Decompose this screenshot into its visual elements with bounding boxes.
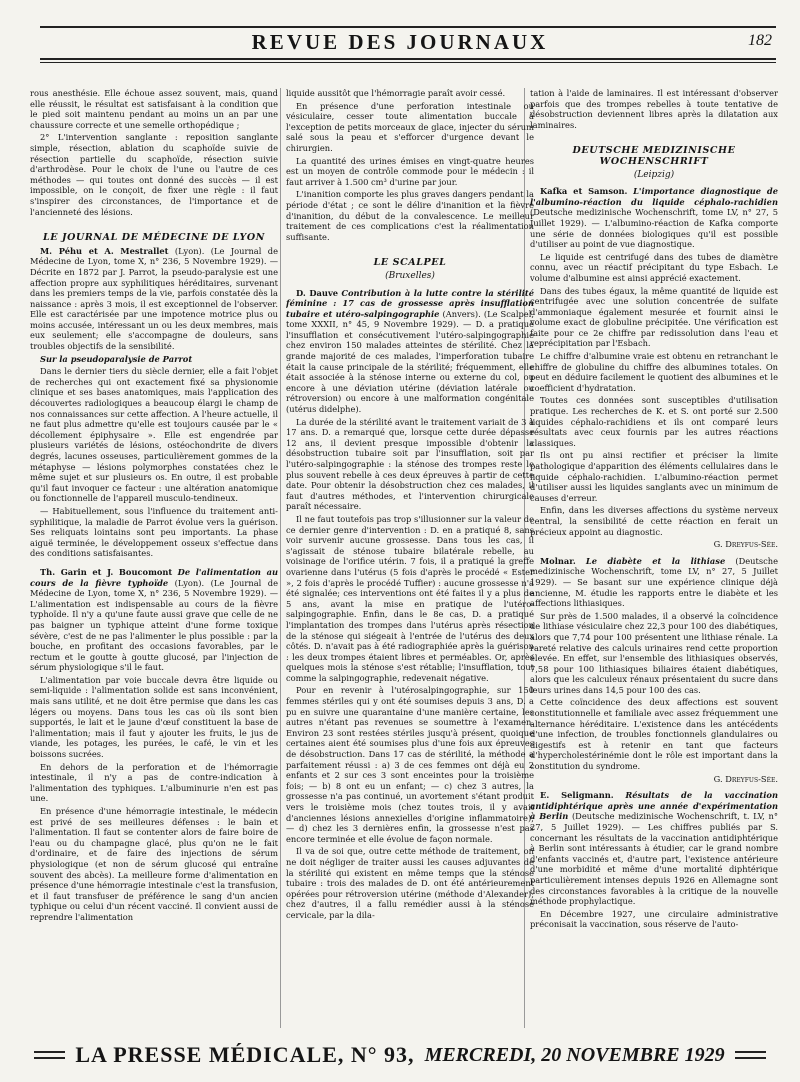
section-subheading: (Leipzig)	[633, 169, 675, 180]
paragraph: La quantité des urines émises en vingt-quatre heures est un moyen de contrôle commode pour le médecin : il faut arriver à 1.500 cm³ d'urine par jour.	[286, 155, 534, 187]
article-ref: (Deutsche medizinische Wochenschrift, t. LV, n° 27, 5 Juillet 1929). — Les chiffres publiés par S. concernant les résultats de la vaccination antidiphtérique à Berlin sont intéressants à étudier, car le grand nombre d'enfants vaccinés et, d'autre part, l'existence antérieure d'une morbidité et même d'une mortalité diphtérique particulièrement intenses depuis 1926 en Allemagne sont des circonstances favorables à la critique de la nouvelle méthode prophylactique.	[530, 811, 778, 907]
article-author: Molnar.	[540, 555, 576, 566]
article	[530, 556, 778, 609]
article-author: D. Dauve	[296, 287, 339, 298]
article	[530, 186, 778, 250]
section-subheading: (Bruxelles)	[385, 270, 435, 281]
header-bottom-rule	[40, 58, 776, 60]
article-title: Contribution à la lutte contre la stérilité féminine : 17 cas de grossesse après insufflation tubaire et utéro-salpingographie	[286, 287, 534, 319]
footer-date: MERCREDI, 20 NOVEMBRE 1929	[424, 1043, 725, 1066]
paragraph: rous anesthésie. Elle échoue assez souvent, mais, quand elle réussit, le résultat est satisfaisant à la condition que le pied soit maintenu pendant au moins un an par une chaussure correcte et une semelle orthopédique ;	[30, 88, 278, 130]
paragraph: Le chiffre d'albumine vraie est obtenu en retranchant le chiffre de globuline du chiffre des albumines totales. On peut en déduire facilement le quotient des albumines et le coefficient d'hydratation.	[530, 351, 778, 393]
article-ref: (Deutsche medizinische Wochenschrift, tome LV, n° 27, 5 Juillet 1929). — Se basant sur une expérience clinique déjà ancienne, M. étudie les rapports entre le diabète et les affections lithiasiques.	[530, 555, 778, 609]
paragraph: Enfin, dans les diverses affections du système nerveux central, la sensibilité de cette réaction en ferait un précieux appoint au diagnostic.	[530, 505, 778, 537]
article-ref: (Deutsche medizinische Wochenschrift, tome LV, n° 27, 5 Juillet 1929). — L'albumino-réaction de Kafka comporte une série de données biologiques qu'il est possible d'utiliser au point de vue diagnostique.	[530, 207, 778, 250]
paragraph: En présence d'une hémorragie intestinale, le médecin est privé de ses meilleures défenses : le bain et l'alimentation. Il faut se contenter alors de faire boire de l'eau ou du champagne glacé, plus qu'on ne le fait d'ordinaire, et de faire des injections de sérum physiologique (et non de sérum glucosé qui entraîne souvent des abcès). La meilleure forme d'alimentation en présence d'une hémorragie intestinale c'est la transfusion, et il faut transfuser de préférence le sang d'un ancien typhique ou celui d'un récent vacciné. Il convient aussi de reprendre l'alimentation	[30, 806, 278, 922]
paragraph: Cette coïncidence des deux affections est souvent constitutionnelle et familiale avec assez fréquemment une alternance héréditaire. L'existence dans les antécédents d'une infection, de troubles fonctionnels glandulaires ou digestifs est à retenir en tant que facteurs d'hypercholestérinémie dont le rôle est important dans la constitution du syndrome.	[530, 697, 778, 772]
article-ref: (Lyon). (Le Journal de Médecine de Lyon, tome X, n° 236, 5 Novembre 1929). — L'alimentation est indispensable au cours de la fièvre typhoïde. Il n'y a qu'une faute aussi grave que celle de ne pas baigner un typhique atteint d'une forme toxique sévère, c'est de ne pas l'alimenter le plus possible : par la bouche, en profitant des occasions favorables, par le rectum et le goutte à goutte glucosé, par l'injection de sérum physiologique s'il le faut.	[30, 577, 278, 673]
article-title: Résultats de la vaccination antidiphtérique après une année d'expérimentation à Berlin	[530, 790, 778, 822]
header-top-rule	[40, 26, 776, 28]
column-1	[30, 88, 278, 1028]
section-heading: LE SCALPEL	[373, 257, 447, 269]
article-title: Le diabète et la lithiase	[585, 555, 726, 566]
paragraph: liquide aussitôt que l'hémorragie paraît avoir cessé.	[286, 88, 506, 98]
paragraph: — Habituellement, sous l'influence du traitement anti-syphilitique, la maladie de Parrot évolue vers la guérison. Ses reliquats lointains sont peu importants. La phase aiguë terminée, le développement osseux s'effectue dans des conditions satisfaisantes.	[30, 505, 278, 559]
paragraph: Toutes ces données sont susceptibles d'utilisation pratique. Les recherches de K. et S. ont porté sur 2.500 liquides céphalo-rachidiens et ils ont comparé leurs résultats avec ceux fournis par les autres réactions classiques.	[530, 395, 778, 448]
paragraph: En Décembre 1927, une circulaire administrative préconisait la vaccination, sous réserve de l'auto-	[530, 908, 778, 930]
paragraph: Il va de soi que, outre cette méthode de traitement, on ne doit négliger de traiter aussi les causes adjuvantes de la stérilité qui existent en même temps que la sténose tubaire : trois des malades de D. ont été antérieurement opérées pour rétroversion utérine (méthode d'Alexander); chez d'autres, il a fallu remédier aussi à la sténose cervicale, par la dila-	[286, 846, 534, 920]
signature: G. Dreyfus-Sée.	[713, 773, 778, 784]
article-title: L'importance diagnostique de l'albumino-réaction du liquide céphalo-rachidien	[530, 186, 778, 207]
paragraph: Dans des tubes égaux, la même quantité de liquide est centrifugée avec une solution concentrée de sulfate d'ammoniaque également mesurée et fournit ainsi le volume exact de globuline précipitée. Une vérification est faite pour ce 2e chiffre par redissolution dans l'eau et reprécipitation par l'Esbach.	[530, 285, 778, 349]
paragraph: Ils ont pu ainsi rectifier et préciser la limite pathologique d'apparition des éléments cellulaires dans le liquide céphalo-rachidien. L'albumino-réaction permet d'utiliser aussi les liquides sanglants avec un minimum de causes d'erreur.	[530, 450, 778, 503]
footer-rule-right	[735, 1051, 766, 1059]
article-author: E. Seligmann.	[540, 790, 614, 801]
footer	[24, 1040, 776, 1070]
article	[30, 246, 278, 352]
header-bottom-rule-2	[40, 62, 776, 63]
article	[286, 288, 534, 415]
page-number: 182	[748, 32, 772, 49]
paragraph: Pour en revenir à l'utérosalpingographie, sur 150 femmes stériles qui y ont été soumises depuis 3 ans, D. a pu en suivre une quarantaine d'une manière certaine, les autres n'étant pas revenues se soumettre à l'examen. Environ 23 sont restées stériles jusqu'à présent, quoique certaines aient été soumises plus d'une fois aux épreuves de désobstruction. Dans 17 cas de stérilité, la méthode a parfaitement réussi : a) 3 de ces femmes ont déjà eu 2 enfants et 2 sur ces 3 sont enceintes pour la troisième fois; — b) 8 ont eu un enfant; — c) chez 3 autres, la grossesse n'a pas continué, un avortement s'étant produit vers le troisième mois (chez toutes trois, il y avait d'anciennes lésions annexielles d'origine inflammatoire); — d) chez les 3 dernières enfin, la grossesse n'est pas encore terminée et elle évolue de façon normale.	[286, 685, 534, 844]
spacer	[286, 244, 534, 250]
paragraph: tation à l'aide de laminaires. Il est intéressant d'observer parfois que des trompes rebelles à toute tentative de désobstruction deviennent libres après la dilatation aux laminaires.	[530, 88, 778, 130]
spacer	[530, 132, 778, 138]
signature: G. Dreyfus-Sée.	[713, 539, 778, 550]
paragraph: Le liquide est centrifugé dans des tubes de diamètre connu, avec un réactif précipitant du type Esbach. Le volume d'albumine est ainsi apprécié exactement.	[530, 251, 778, 283]
article-title: De l'alimentation au cours de la fièvre typhoïde	[30, 566, 278, 588]
paragraph: Il ne faut toutefois pas trop s'illusionner sur la valeur de ce dernier genre d'intervention : D. en a pratiqué 8, sans voir survenir aucune grossesse. Dans tous les cas, il s'agissait de sténose tubaire bilatérale rebelle, au voisinage de l'orifice utérin. 7 fois, il a pratiqué la greffe ovarienne dans l'utérus (5 fois d'après le procédé « Ester », 2 fois d'après le procédé Tuffier) : aucune grossesse n'a été signalée; ces interventions ont été faites il y a plus de 5 ans, avant la mise en pratique de l'utéro-salpingographie. Enfin, dans le 8e cas, D. a pratiqué l'implantation des trompes dans l'utérus après résection de la sténose qui siégeait à l'entrée de l'utérus des deux côtés. D. n'avait pas à été radiographiée après la guérison : les deux trompes étaient libres et perméables. Or, après quelques mois la sténose s'est rétablie; l'insufflation, tout comme la salpingographie, redevenait négative.	[286, 513, 534, 683]
paragraph: L'alimentation par voie buccale devra être liquide ou semi-liquide : l'alimentation solide est sans inconvénient, mais sans utilité, et ne doit être permise que dans les cas légers ou moyens. Dans tous les cas où ils sont bien supportés, le lait et le jaune d'œuf constituent la base de l'alimentation; mais il faut y ajouter les fruits, le jus de viande, les potages, les purées, le café, le vin et les boissons sucrées.	[30, 674, 278, 760]
spacer	[30, 219, 278, 225]
column-3	[530, 88, 778, 1028]
article	[30, 567, 278, 673]
footer-rule-left	[34, 1051, 65, 1059]
paragraph: La durée de la stérilité avant le traitement variait de 3 à 17 ans. D. a remarqué que, lorsque cette durée dépasse 12 ans, il devient presque impossible d'obtenir la désobstruction tubaire soit par l'insufflation, soit par l'utéro-salpingographie : la sténose des trompes reste le plus souvent rebelle à ces deux épreuves à partir de cette date. Pour obtenir la désobstruction chez ces malades, il faut d'autres méthodes, et l'intervention chirurgicale paraît nécessaire.	[286, 416, 534, 512]
paragraph	[30, 354, 278, 365]
article-author: Kafka et Samson.	[540, 186, 628, 197]
column-divider	[280, 88, 281, 1028]
paragraph: Dans le dernier tiers du siècle dernier, elle a fait l'objet de recherches qui ont exactement fixé sa physionomie clinique et ses bases anatomiques, mais l'application des découvertes radiologiques a beaucoup élargi le champ de nos connaissances sur cette affection. A l'heure actuelle, il ne faut plus admettre qu'elle est toujours causée par le « décollement épiphysaire ». Elle est engendrée par plusieurs variétés de lésions, ostéochondrite de divers degrés, lacunes osseuses, particulièrement gommes de la métaphyse — lésions polymorphes constatées chez le même sujet et sur plusieurs os. En outre, il est probable qu'il faut invoquer ce facteur : une altération anatomique ou fonctionnelle de l'appareil musculo-tendineux.	[30, 366, 278, 504]
paragraph: En présence d'une perforation intestinale ou vésiculaire, cesser toute alimentation buccale à l'exception de petits morceaux de glace, injecter du sérum salé sous la peau et s'efforcer d'urgence devant le chirurgien.	[286, 100, 534, 153]
footer-publication: LA PRESSE MÉDICALE, N° 93,	[75, 1042, 415, 1067]
article-author: Th. Garin et J. Boucomont	[40, 566, 173, 577]
article	[530, 790, 778, 907]
journal-title: REVUE DES JOURNAUX	[251, 30, 549, 54]
column-2	[286, 88, 534, 1028]
section-heading: LE JOURNAL DE MÉDECINE DE LYON	[42, 232, 266, 244]
paragraph: Sur près de 1.500 malades, il a observé la coïncidence de lithiase vésiculaire chez 22,3 pour 100 des diabétiques, alors que 7,74 pour 100 présentent une lithiase rénale. La rareté relative des calculs urinaires rend cette proportion élevée. En effet, sur l'ensemble des lithiasiques observés, 7,58 pour 100 lithiasiques biliaires étaient diabétiques, alors que les calculeux rénaux présentaient du sucre dans leurs urines dans 14,5 pour 100 des cas.	[530, 610, 778, 695]
paragraph: En dehors de la perforation et de l'hémorragie intestinale, il n'y a pas de contre-indication à l'alimentation des typhiques. L'albuminurie n'en est pas une.	[30, 761, 278, 804]
article-title: Sur la pseudoparalysie de Parrot	[40, 353, 193, 364]
article-author: M. Péhu et A. Mestrallet	[40, 245, 169, 256]
section-heading: DEUTSCHE MEDIZINISCHE WOCHENSCHRIFT	[572, 145, 736, 167]
paragraph: L'inanition comporte les plus graves dangers pendant la période d'état ; ce sont le délire d'inanition et la fièvre d'inanition, du début de la convalescence. Le meilleur traitement de ces complications c'est la réalimentation suffisante.	[286, 189, 534, 242]
article-ref: (Lyon). (Le Journal de Médecine de Lyon, tome X, n° 236, 5 Novembre 1929). — Décrite en 1872 par J. Parrot, la pseudo-paralysie est une affection propre aux syphilitiques héréditaires, survenant dans les premiers temps de la vie, parfois constatée dès la naissance : après 3 mois, il est exceptionnel de l'observer. Elle est caractérisée par une impotence motrice plus ou moins accusée, intéressant un ou les deux membres, mais eux seulement; elle s'accompagne de douleurs, sans troubles objectifs de la sensibilité.	[30, 245, 278, 352]
paragraph: 2° L'intervention sanglante : reposition sanglante simple, résection, ablation du scaphoïde suivie de résection partielle du scaphoïde, résection suivie d'arthrodèse. Pour le choix de l'une ou l'autre de ces méthodes — qui toutes ont donné des succès — il est impossible, on le conçoit, de fixer une règle : il faut s'inspirer des circonstances, de l'importance et de l'ancienneté des lésions.	[30, 132, 278, 217]
article-ref: (Anvers). (Le Scalpel, tome XXXII, n° 45, 9 Novembre 1929). — D. a pratiqué l'insufflation et consécutivement l'utéro-salpingographie chez environ 150 malades atteintes de stérilité. Chez la grande majorité de ces malades, l'imperforation tubaire était la cause principale de la stérilité; fréquemment, elle était associée à la sténose interne ou externe du col, ou encore à une déviation utérine (déviation latérale ou rétroversion) ou encore à une malformation congénitale (utérus didelphe).	[286, 308, 534, 415]
